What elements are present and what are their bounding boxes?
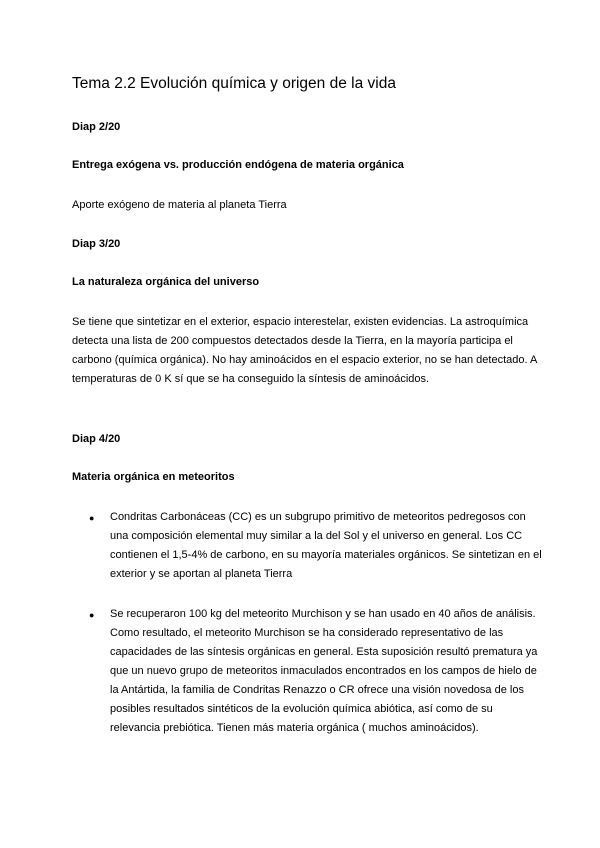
slide-number-3: Diap 3/20 [72,238,121,250]
section-heading-organic-universe: La naturaleza orgánica del universo [72,276,260,288]
slide-number-4: Diap 4/20 [72,433,121,445]
bullet-dot-icon: ● [89,610,95,620]
bullet-dot-icon: ● [89,513,95,523]
bullet-text-murchison-meteorite: Se recuperaron 100 kg del meteorito Murchison y se han usado en 40 años de análisis. Como resultado, el meteorito Murchison se ha considerado representativo de las capacidades de las síntesis orgánicas en general. Esta suposición resultó prematura ya que un nuevo grupo de meteoritos inmaculados encontrados en los campos de hielo de la Antártida, la familia de Condritas Renazzo o CR ofrece una visión novedosa de los posibles resultados sintéticos de la evolución química abiótica, así como de su relevancia prebiótica. Tienen más materia orgánica ( muchos aminoácidos). [110,608,538,734]
slide-number-2: Diap 2/20 [72,121,121,133]
section-heading-exogenous: Entrega exógena vs. producción endógena de materia orgánica [72,159,404,171]
paragraph-exogenous: Aporte exógeno de materia al planeta Tierra [72,199,287,211]
document-title: Tema 2.2 Evolución química y origen de la vida [72,75,396,92]
bullet-text-carbonaceous-chondrites: Condritas Carbonáceas (CC) es un subgrupo primitivo de meteoritos pedregosos con una composición elemental muy similar a la del Sol y el universo en general. Los CC contienen el 1,5-4% de carbono, en su mayoría materiales orgánicos. Se sintetizan en el exterior y se aportan al planeta Tierra [110,511,542,580]
paragraph-organic-universe: Se tiene que sintetizar en el exterior, espacio interestelar, existen evidencias. La astroquímica detecta una lista de 200 compuestos detectados desde la Tierra, en la mayoría participa el carbono (química orgánica). No hay aminoácidos en el espacio exterior, no se han detectado. A temperaturas de 0 K sí que se ha conseguido la síntesis de aminoácidos. [72,316,537,385]
section-heading-meteorites: Materia orgánica en meteoritos [72,471,235,483]
